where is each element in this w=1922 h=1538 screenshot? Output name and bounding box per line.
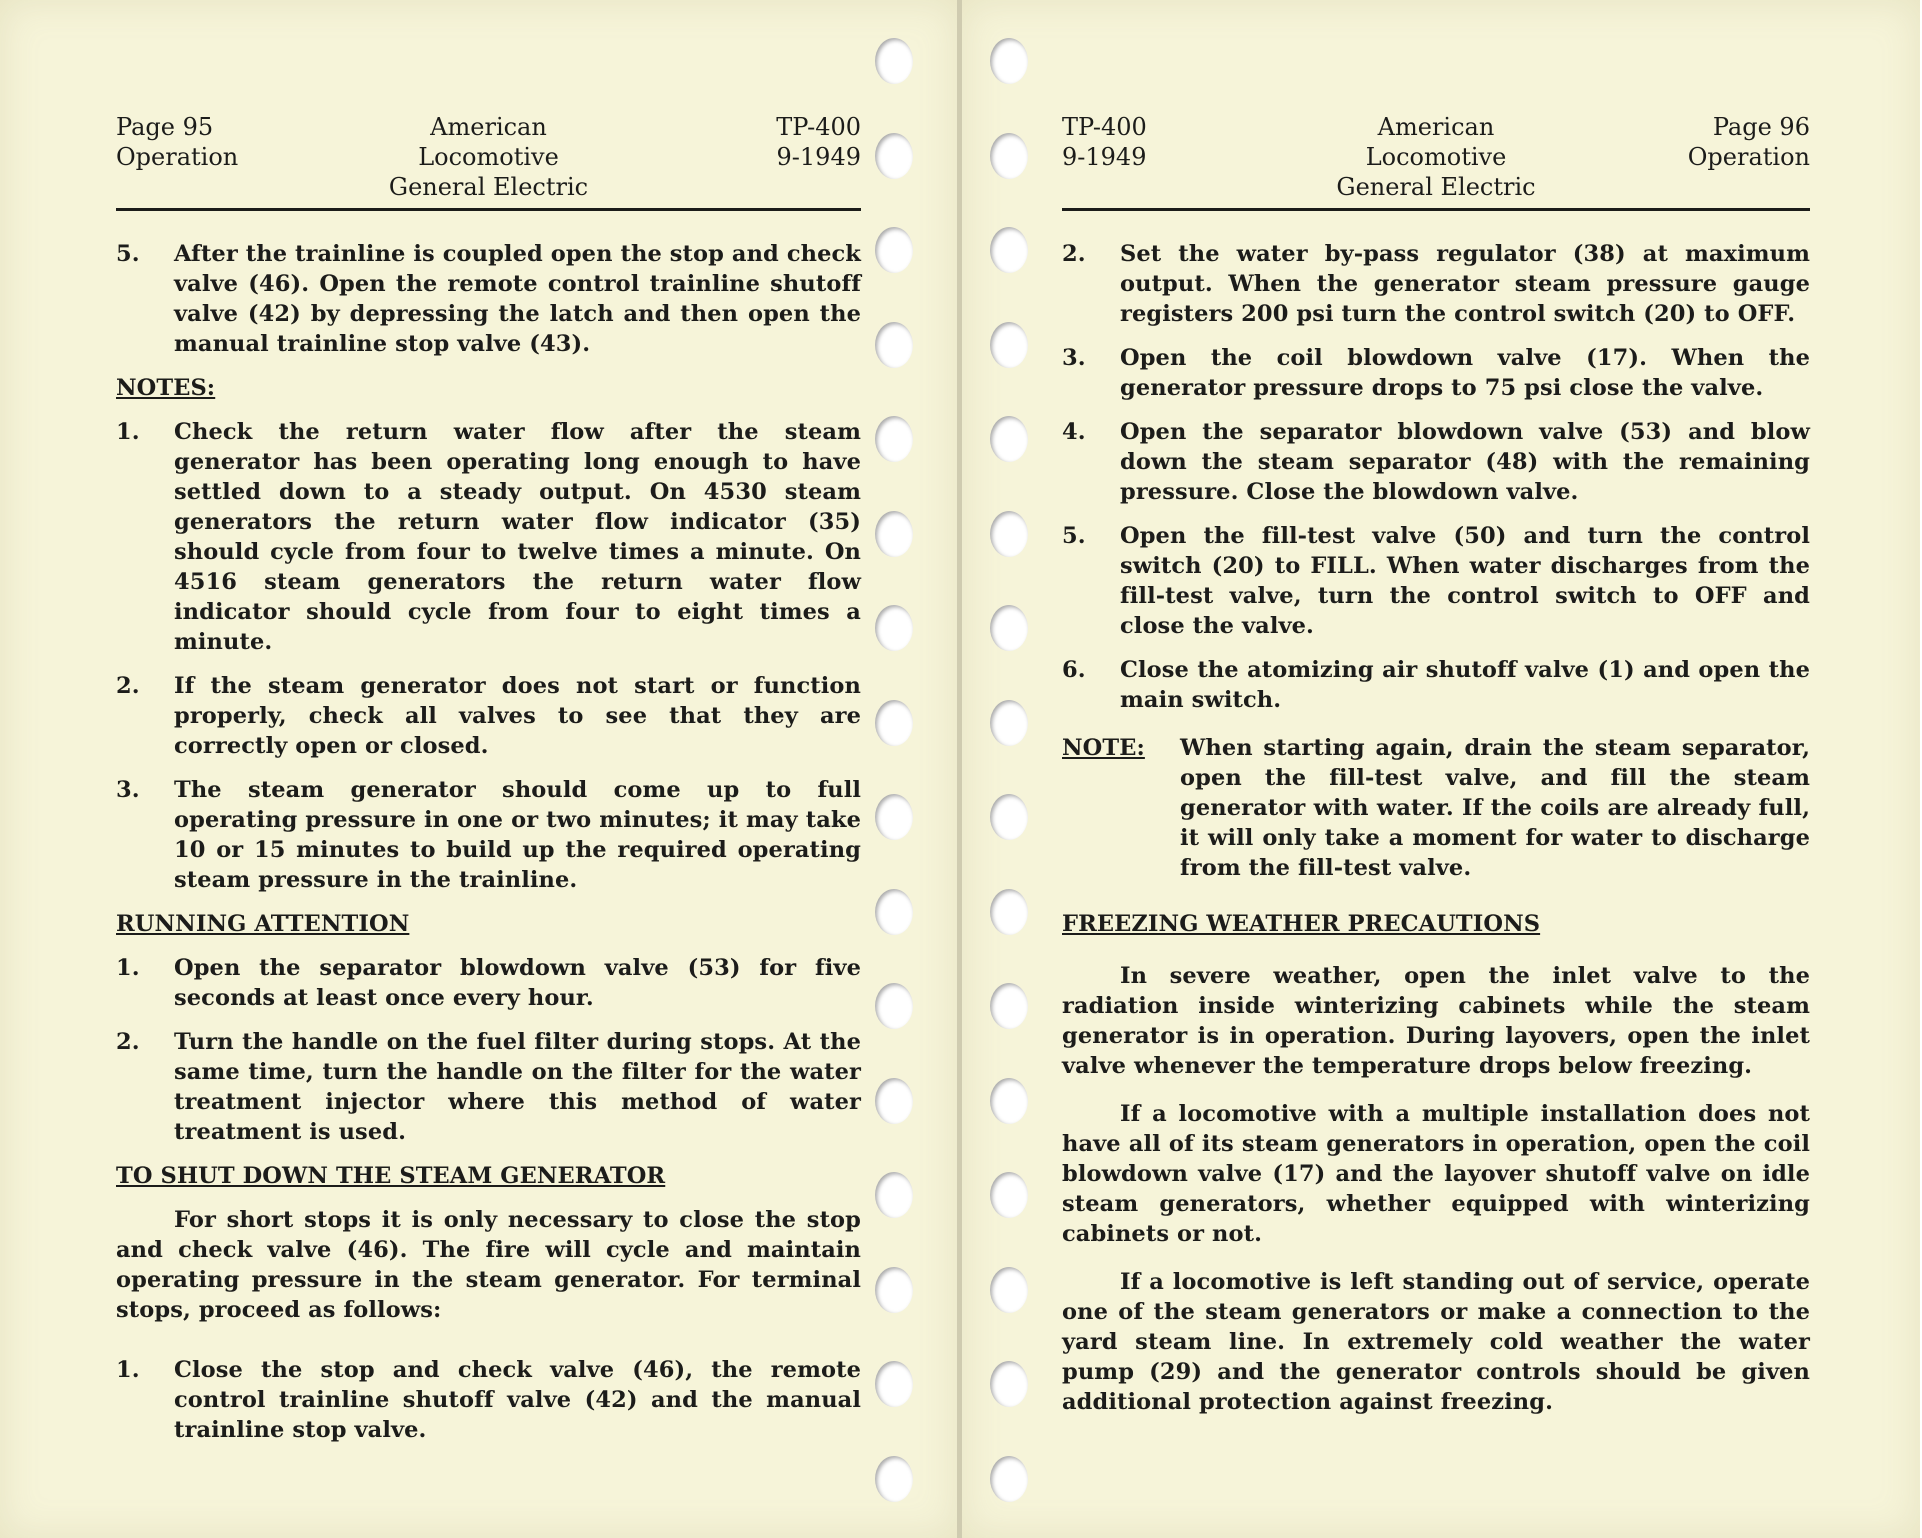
item-text: Set the water by-pass regulator (38) at maximum output. When the generator steam pressure gauge registers 200 psi turn the control switch (20) to OFF. (1120, 241, 1810, 327)
binder-hole (990, 1361, 1028, 1407)
list-item (116, 239, 861, 359)
binder-hole (990, 227, 1028, 273)
header-center (366, 112, 612, 202)
item-number: 6. (1062, 657, 1086, 683)
binder-hole (990, 511, 1028, 557)
item-number: 1. (116, 955, 140, 981)
note-text: When starting again, drain the steam separator, open the fill-test valve, and fill the steam generator with water. If the coils are already full, it will only take a moment for water to discharge from the fill-test valve. (1180, 735, 1810, 881)
freezing-paragraph: If a locomotive is left standing out of service, operate one of the steam generators or make a connection to the yard steam line. In extremely cold weather the water pump (29) and the generator controls should be given additional protection against freezing. (1062, 1269, 1810, 1415)
document-date: 9-1949 (1062, 143, 1147, 171)
note-label: NOTE: (1062, 735, 1145, 761)
binder-hole (990, 794, 1028, 840)
list-item (116, 417, 861, 657)
binder-hole (875, 1172, 913, 1218)
item-number: 2. (116, 1029, 140, 1055)
item-text: The steam generator should come up to full operating pressure in one or two minutes; it may take 10 or 15 minutes to build up the required operating steam pressure in the trainline. (174, 777, 861, 893)
item-number: 5. (1062, 523, 1086, 549)
list-item (116, 1355, 861, 1445)
item-number: 4. (1062, 419, 1086, 445)
binder-hole (875, 227, 913, 273)
item-number: 1. (116, 1357, 140, 1383)
notes-heading: NOTES: (116, 375, 216, 401)
page-header (1062, 112, 1810, 211)
binder-hole (875, 794, 913, 840)
item-text: Turn the handle on the fuel filter during stops. At the same time, turn the handle on the filter for the water treatment injector where this method of water treatment is used. (174, 1029, 861, 1145)
binder-hole (990, 1172, 1028, 1218)
header-left (116, 112, 362, 202)
list-item (1062, 239, 1810, 329)
section-name: Operation (1687, 143, 1810, 171)
header-left (1062, 112, 1309, 202)
binder-hole (990, 700, 1028, 746)
list-item (1062, 417, 1810, 507)
binder-hole (990, 1267, 1028, 1313)
left-page-column (116, 112, 861, 1459)
shutdown-heading: TO SHUT DOWN THE STEAM GENERATOR (116, 1163, 666, 1189)
company-line-2: General Electric (388, 173, 589, 201)
freezing-paragraph: In severe weather, open the inlet valve to the radiation inside winterizing cabinets while the steam generator is in operation. During layovers, open the inlet valve whenever the temperature drops below freezing. (1062, 963, 1810, 1079)
item-number: 3. (116, 777, 140, 803)
binder-hole (990, 605, 1028, 651)
item-number: 1. (116, 419, 140, 445)
list-item (116, 953, 861, 1013)
binder-hole (875, 133, 913, 179)
item-number: 2. (116, 673, 140, 699)
binder-hole (990, 889, 1028, 935)
binder-hole (875, 700, 913, 746)
item-text: Check the return water flow after the steam generator has been operating long enough to have settled down to a steady output. On 4530 steam generators the return water flow indicator (35) should cycle from four to twelve times a minute. On 4516 steam generators the return water flow indicator should cycle from four to eight times a minute. (174, 419, 861, 655)
page-body (116, 239, 861, 1445)
item-text: Close the stop and check valve (46), the remote control trainline shutoff valve (42) and the manual trainline stop valve. (174, 1357, 861, 1443)
header-right (615, 112, 861, 202)
list-item (116, 1027, 861, 1147)
binder-holes (875, 0, 921, 1538)
binder-hole (875, 416, 913, 462)
right-page-column (1062, 112, 1810, 1435)
company-line-1: American Locomotive (1365, 113, 1507, 171)
freezing-heading: FREEZING WEATHER PRECAUTIONS (1062, 911, 1541, 937)
section-name: Operation (116, 143, 239, 171)
item-text: Open the fill-test valve (50) and turn the control switch (20) to FILL. When water discharges from the fill-test valve, turn the control switch to OFF and close the valve. (1120, 523, 1810, 639)
binder-hole (990, 322, 1028, 368)
shutdown-paragraph: For short stops it is only necessary to close the stop and check valve (46). The fire will cycle and maintain operating pressure in the steam generator. For terminal stops, proceed as follows: (116, 1207, 861, 1323)
running-attention-heading: RUNNING ATTENTION (116, 911, 410, 937)
list-item (116, 671, 861, 761)
item-text: Open the coil blowdown valve (17). When the generator pressure drops to 75 psi close the valve. (1120, 345, 1810, 401)
binder-hole (875, 605, 913, 651)
binder-holes (990, 0, 1036, 1538)
header-right (1563, 112, 1810, 202)
binder-hole (875, 889, 913, 935)
binder-hole (875, 1267, 913, 1313)
binder-hole (990, 983, 1028, 1029)
note-block (1062, 733, 1810, 883)
binder-hole (990, 1456, 1028, 1502)
binder-hole (875, 511, 913, 557)
company-line-1: American Locomotive (418, 113, 559, 171)
page-number: Page 95 (116, 113, 214, 141)
item-text: If the steam generator does not start or function properly, check all valves to see that they are correctly open or closed. (174, 673, 861, 759)
item-number: 5. (116, 241, 140, 267)
page-body (1062, 239, 1810, 1417)
document-id: TP-400 (1062, 113, 1147, 141)
binder-hole (875, 1361, 913, 1407)
binder-hole (875, 322, 913, 368)
list-item (1062, 655, 1810, 715)
item-text: Close the atomizing air shutoff valve (1) and open the main switch. (1120, 657, 1810, 713)
list-item (1062, 521, 1810, 641)
binder-hole (875, 983, 913, 1029)
binder-hole (990, 416, 1028, 462)
binder-hole (875, 38, 913, 84)
list-item (1062, 343, 1810, 403)
freezing-paragraph: If a locomotive with a multiple installation does not have all of its steam generators in operation, open the coil blowdown valve (17) and the layover shutoff valve on idle steam generators, whether equipped with winterizing cabinets or not. (1062, 1101, 1810, 1247)
binder-hole (990, 1078, 1028, 1124)
item-number: 2. (1062, 241, 1086, 267)
page-number: Page 96 (1712, 113, 1810, 141)
document-id: TP-400 (776, 113, 861, 141)
binder-hole (990, 133, 1028, 179)
binder-hole (875, 1456, 913, 1502)
item-text: Open the separator blowdown valve (53) for five seconds at least once every hour. (174, 955, 861, 1011)
binder-hole (990, 38, 1028, 84)
item-text: After the trainline is coupled open the stop and check valve (46). Open the remote control trainline shutoff valve (42) by depressing the latch and then open the manual trainline stop valve (43). (174, 241, 861, 357)
item-text: Open the separator blowdown valve (53) and blow down the steam separator (48) with the remaining pressure. Close the blowdown valve. (1120, 419, 1810, 505)
company-line-2: General Electric (1336, 173, 1536, 201)
binder-hole (875, 1078, 913, 1124)
left-page (0, 0, 958, 1538)
header-center (1313, 112, 1560, 202)
page-header (116, 112, 861, 211)
document-date: 9-1949 (776, 143, 861, 171)
right-page (962, 0, 1920, 1538)
item-number: 3. (1062, 345, 1086, 371)
list-item (116, 775, 861, 895)
